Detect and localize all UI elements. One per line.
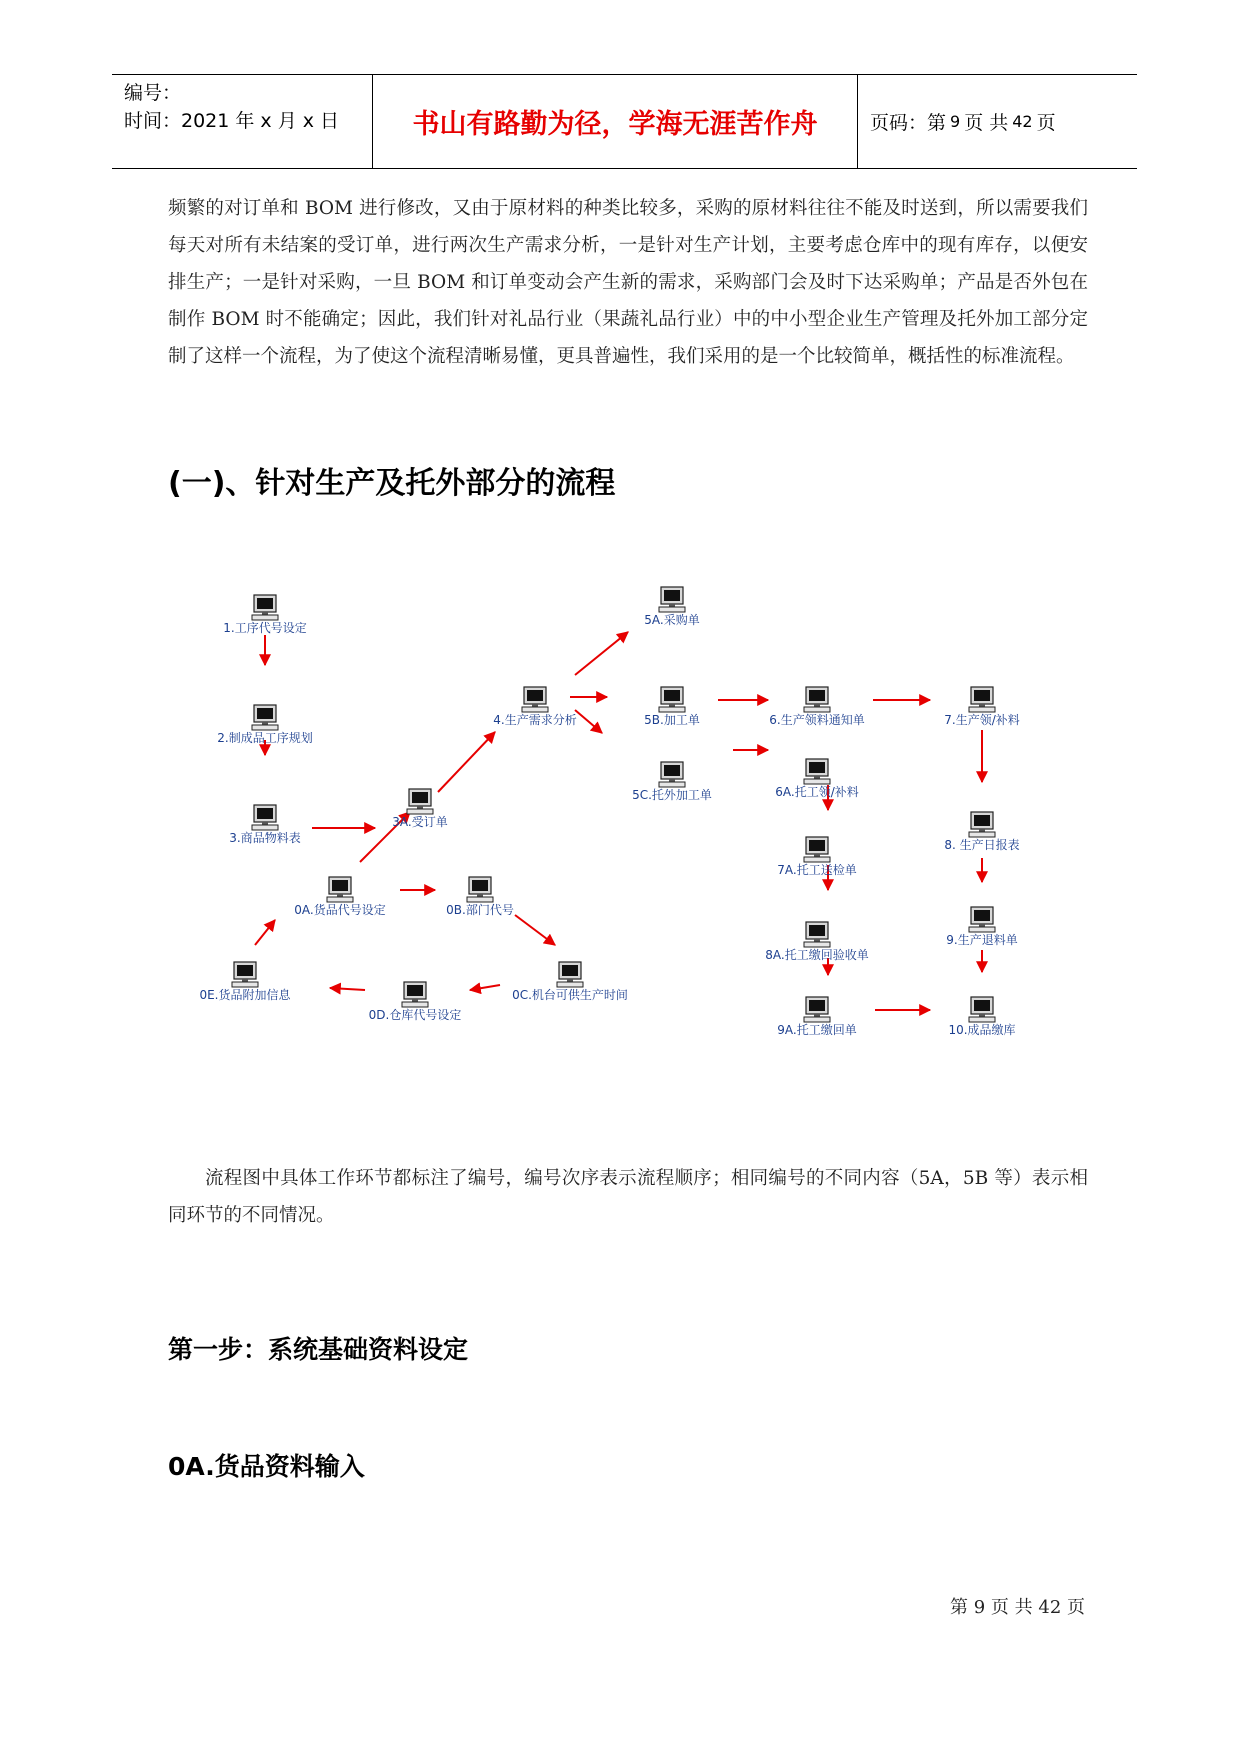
computer-icon xyxy=(252,705,278,730)
header-page-info xyxy=(856,75,1137,168)
computer-icon xyxy=(659,587,685,612)
note-text: 流程图中具体工作环节都标注了编号，编号次序表示流程顺序；相同编号的不同内容（5A，5B 等）表示相同环节的不同情况。 xyxy=(168,1168,1088,1226)
flow-node-n6a xyxy=(775,759,859,799)
flow-node-label: 8A.托工缴回验收单 xyxy=(765,948,869,962)
computer-icon xyxy=(969,997,995,1022)
page-mid: 页 共 xyxy=(964,112,1009,134)
flow-arrow xyxy=(575,632,628,675)
flow-node-label: 0D.仓库代号设定 xyxy=(368,1008,462,1022)
flow-nodes xyxy=(199,587,1019,1037)
section-title: (一)、针对生产及托外部分的流程 xyxy=(168,466,616,501)
flow-node-n0d xyxy=(369,982,462,1022)
flow-node-n5b xyxy=(644,687,700,727)
flow-node-n7 xyxy=(944,687,1020,727)
computer-icon xyxy=(252,805,278,830)
step1-title: 第一步：系统基础资料设定 xyxy=(168,1335,469,1364)
computer-icon xyxy=(969,687,995,712)
computer-icon xyxy=(659,762,685,787)
flow-node-n0b xyxy=(446,877,514,917)
computer-icon xyxy=(804,997,830,1022)
computer-icon xyxy=(252,595,278,620)
flow-node-label: 3.商品物料表 xyxy=(229,831,301,845)
computer-icon xyxy=(969,907,995,932)
flow-arrow xyxy=(470,985,500,990)
page-total: 42 xyxy=(1012,112,1033,131)
flow-arrow xyxy=(575,710,602,733)
page-suffix: 页 xyxy=(1036,112,1056,134)
page-prefix: 页码：第 xyxy=(870,112,947,134)
flow-node-n5a xyxy=(644,587,699,627)
flow-node-label: 9A.托工缴回单 xyxy=(777,1023,857,1037)
flow-arrow xyxy=(330,988,365,990)
page-number: 9 xyxy=(950,112,961,131)
page-header xyxy=(112,74,1137,169)
flow-arrow xyxy=(515,915,555,945)
computer-icon xyxy=(804,922,830,947)
computer-icon xyxy=(969,812,995,837)
flow-node-n0c xyxy=(512,962,628,1002)
flow-node-label: 7.生产领/补料 xyxy=(944,713,1020,727)
flow-node-label: 8. 生产日报表 xyxy=(944,838,1020,852)
flow-node-n6 xyxy=(769,687,864,727)
step1-subtitle: 0A.货品资料输入 xyxy=(168,1452,365,1481)
flow-node-label: 5C.托外加工单 xyxy=(632,788,712,802)
computer-icon xyxy=(327,877,353,902)
flow-node-n1 xyxy=(223,595,306,635)
intro-paragraph xyxy=(168,190,1088,375)
flow-node-label: 0A.货品代号设定 xyxy=(294,903,386,917)
flow-node-n5c xyxy=(632,762,712,802)
flow-node-n8 xyxy=(944,812,1019,852)
flow-node-n4 xyxy=(493,687,576,727)
flow-node-n8a xyxy=(765,922,868,962)
header-motto: 书山有路勤为径，学海无涯苦作舟 xyxy=(372,75,858,168)
flow-arrow xyxy=(438,732,495,792)
flow-node-label: 3A.受订单 xyxy=(392,815,448,829)
flow-node-label: 5B.加工单 xyxy=(644,713,700,727)
flow-node-label: 1.工序代号设定 xyxy=(223,621,307,635)
diagram-note xyxy=(168,1160,1088,1234)
flow-diagram xyxy=(170,570,1090,1090)
flow-node-n2 xyxy=(217,705,312,745)
flow-node-label: 6.生产领料通知单 xyxy=(769,713,865,727)
flow-node-n0e xyxy=(199,962,291,1002)
header-meta xyxy=(112,75,372,168)
page-footer: 第 9 页 共 42 页 xyxy=(950,1597,1085,1618)
flow-node-label: 5A.采购单 xyxy=(644,613,700,627)
computer-icon xyxy=(804,837,830,862)
flow-node-label: 4.生产需求分析 xyxy=(493,713,577,727)
flow-node-label: 6A.托工领/补料 xyxy=(775,785,859,799)
flow-node-n10 xyxy=(948,997,1015,1037)
computer-icon xyxy=(407,789,433,814)
flow-arrows xyxy=(255,632,982,1010)
computer-icon xyxy=(557,962,583,987)
doc-date: 时间：2021 年 x 月 x 日 xyxy=(124,110,340,132)
flow-node-n9a xyxy=(777,997,856,1037)
flow-node-n0a xyxy=(294,877,385,917)
flow-node-n3 xyxy=(229,805,300,845)
computer-icon xyxy=(804,759,830,784)
computer-icon xyxy=(659,687,685,712)
flow-node-n3a xyxy=(392,789,447,829)
computer-icon xyxy=(467,877,493,902)
computer-icon xyxy=(804,687,830,712)
computer-icon xyxy=(232,962,258,987)
flow-node-label: 0E.货品附加信息 xyxy=(199,988,291,1002)
computer-icon xyxy=(402,982,428,1007)
flow-node-label: 2.制成品工序规划 xyxy=(217,731,313,745)
flow-node-n9 xyxy=(946,907,1017,947)
intro-text: 频繁的对订单和 BOM 进行修改，又由于原材料的种类比较多，采购的原材料往往不能及时送到，所以需要我们每天对所有未结案的受订单，进行两次生产需求分析，一是针对生产计划，主要考虑仓库中的现有库存，以便安排生产；一是针对采购，一旦 BOM 和订单变动会产生新的需求，采购部门会及时下达采购单；产品是否外包在制作 BOM 时不能确定；因此，我们针对礼品行业（果蔬礼品行业）中的中小型企业生产管理及托外加工部分定制了这样一个流程，为了使这个流程清晰易懂，更具普遍性，我们采用的是一个比较简单，概括性的标准流程。 xyxy=(168,198,1088,367)
flow-node-label: 9.生产退料单 xyxy=(946,933,1018,947)
computer-icon xyxy=(522,687,548,712)
flow-node-n7a xyxy=(777,837,856,877)
flow-arrow xyxy=(255,920,275,945)
flow-node-label: 0B.部门代号 xyxy=(446,903,514,917)
doc-number-label: 编号： xyxy=(124,82,182,104)
flow-node-label: 10.成品缴库 xyxy=(948,1023,1016,1037)
flow-node-label: 7A.托工送检单 xyxy=(777,863,857,877)
flow-node-label: 0C.机台可供生产时间 xyxy=(512,988,628,1002)
